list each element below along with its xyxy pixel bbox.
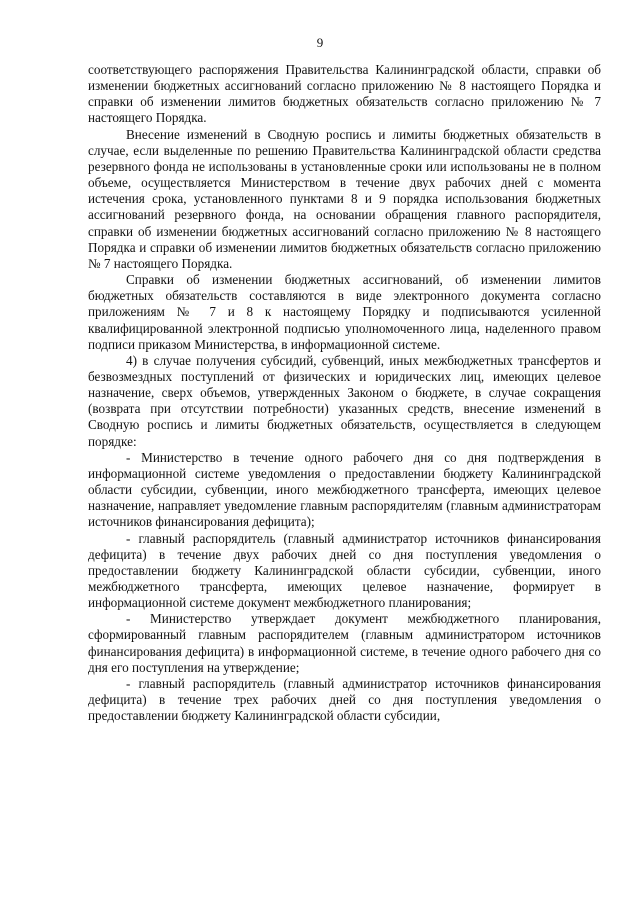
paragraph-4: 4) в случае получения субсидий, субвенций, иных межбюджетных трансфертов и безвозмездных поступлений от физических и юридических лиц, имеющих целевое назначение, сверх объемов, утвержденных Законом о бюджете, в случае сокращения (возврата при отсутствии потребности) указанных средств, внесение изменений в Сводную роспись и лимиты бюджетных обязательств, осуществляется в следующем порядке: xyxy=(88,352,601,449)
list-item-3: - Министерство утверждает документ межбюджетного планирования, сформированный главным распорядителем (главным администратором источников финансирования дефицита) в информационной системе, в течение одного рабочего дня со дня его поступления на утверждение; xyxy=(88,611,601,675)
paragraph-2: Внесение изменений в Сводную роспись и лимиты бюджетных обязательств в случае, если выделенные по решению Правительства Калининградской области средства резервного фонда не использованы в установленные сроки или использованы не в полном объеме, осуществляется Министерством в течение двух рабочих дней с момента истечения срока, установленного пунктами 8 и 9 порядка использования бюджетных ассигнований резервного фонда, на основании обращения главного распорядителя, справки об изменении бюджетных ассигнований согласно приложению № 8 настоящего Порядка и справки об изменении лимитов бюджетных обязательств согласно приложению № 7 настоящего Порядка. xyxy=(88,126,601,271)
page-number: 9 xyxy=(316,35,324,50)
document-body xyxy=(88,62,601,724)
paragraph-3: Справки об изменении бюджетных ассигнований, об изменении лимитов бюджетных обязательств составляются в виде электронного документа согласно приложениям № 7 и 8 к настоящему Порядку и подписываются усиленной квалифицированной электронной подписью уполномоченного лица, наделенного правом подписи приказом Министерства, в информационной системе. xyxy=(88,272,601,352)
list-item-4: - главный распорядитель (главный администратор источников финансирования дефицита) в течение трех рабочих дней со дня поступления уведомления о предоставлении бюджету Калининградской области субсидии, xyxy=(88,675,601,724)
list-item-1: - Министерство в течение одного рабочего дня со дня подтверждения в информационной системе уведомления о предоставлении бюджету Калининградской области субсидии, субвенции, иного межбюджетного трансферта, имеющих целевое назначение, направляет уведомление главным распорядителям (главным администраторам источников финансирования дефицита); xyxy=(88,449,601,530)
list-item-2: - главный распорядитель (главный администратор источников финансирования дефицита) в течение двух рабочих дней со дня поступления уведомления о предоставлении бюджету Калининградской области субсидии, субвенции, иного межбюджетного трансферта, имеющих целевое назначение, формирует в информационной системе документ межбюджетного планирования; xyxy=(88,530,601,611)
paragraph-1: соответствующего распоряжения Правительства Калининградской области, справки об изменении бюджетных ассигнований согласно приложению № 8 настоящего Порядка и справки об изменении лимитов бюджетных обязательств согласно приложению № 7 настоящего Порядка. xyxy=(88,62,601,126)
